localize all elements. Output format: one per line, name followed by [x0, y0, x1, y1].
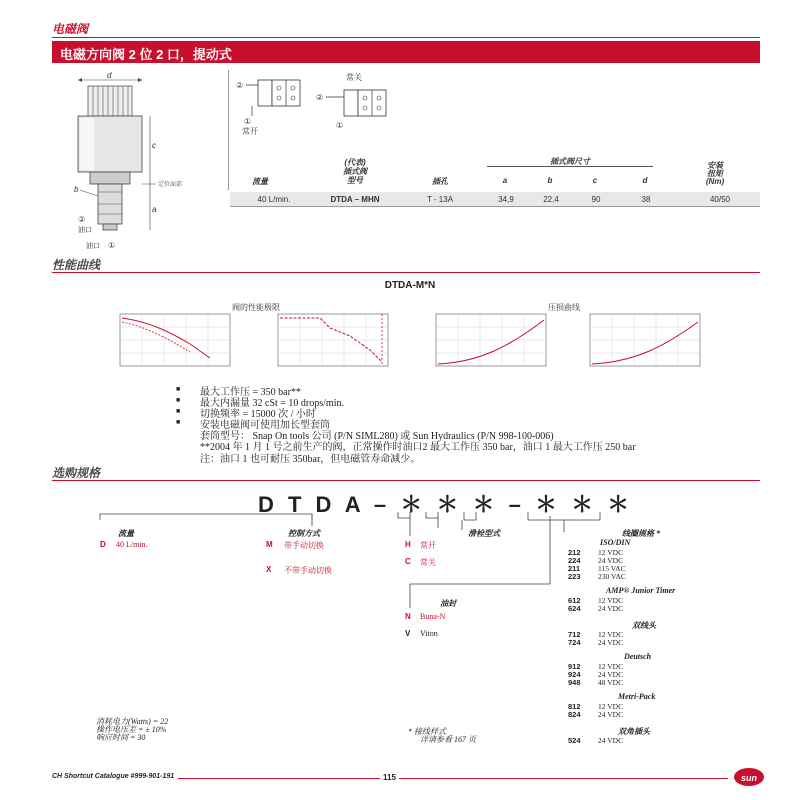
performance-chart-title: DTDA-M*N [384, 280, 436, 291]
footer-page-number: 115 [380, 773, 399, 782]
port1-label: 油口 [86, 243, 100, 250]
coil-volt-948: 48 VDC [598, 678, 624, 687]
footnote-page-ref: 详请参看 167 页 [420, 735, 476, 744]
table-group-rule [487, 166, 653, 167]
seal-code-v: V [405, 629, 411, 638]
th-torque: 安装 扭矩 (Nm) [705, 161, 725, 186]
symbol-normally-open [232, 70, 312, 140]
curve-chart-3 [436, 314, 546, 366]
no-port1: ① [244, 117, 252, 126]
th-c: c [592, 176, 598, 185]
normally-closed-label: 常关 [346, 73, 362, 82]
flow-title: 流量 [118, 529, 134, 538]
seal-desc-n: Buna-N [420, 612, 446, 621]
right-group-title: 压损曲线 [548, 303, 580, 312]
td-cavity: T - 13A [426, 195, 454, 204]
footnote-wiring: * 接线样式 [408, 727, 446, 736]
nc-port2: ② [236, 81, 244, 90]
coil-code-724: 724 [568, 638, 581, 647]
valve-type-desc-c: 常关 [420, 558, 436, 567]
td-flow: 40 L/min. [257, 195, 291, 204]
ordering-rule [52, 480, 760, 481]
nc-port2-b: ② [316, 93, 324, 102]
coil-code-223: 223 [568, 572, 581, 581]
coil-volt-724: 24 VDC [598, 638, 624, 647]
dim-b-label: b [74, 185, 79, 194]
coil-volt-924: 24 VDC [598, 670, 624, 679]
note-max-leakage: 最大内漏量 32 cSt = 10 drops/min. [200, 398, 344, 409]
coil-volt-224: 24 VDC [598, 556, 624, 565]
table-rule-bottom [230, 206, 760, 207]
flow-code: D [100, 540, 106, 549]
curve-chart-1 [120, 314, 230, 366]
valve-type-desc-h: 常开 [420, 541, 436, 550]
bullet-2: ■ [176, 397, 181, 404]
bullet-4: ■ [176, 419, 181, 426]
flow-desc: 40 L/min. [116, 540, 148, 549]
coil-volt-524: 24 VDC [598, 736, 624, 745]
valve-type-code-c: C [405, 557, 411, 566]
coil-code-824: 824 [568, 710, 581, 719]
th-d: d [642, 176, 648, 185]
td-a: 34,9 [498, 195, 514, 204]
th-flow: 流量 [252, 177, 268, 186]
coil-volt-624: 24 VDC [598, 604, 624, 613]
coil-group-amp: AMP® Junior Timer [606, 586, 676, 595]
th-model: (代表) 插式阀 型号 [343, 158, 367, 185]
note-pre-2004: **2004 年 1 月 1 号之前生产的阀，正常操作时油口2 最大工作压 350 bar，油口 1 最大工作压 250 bar [200, 442, 636, 453]
note-port1: 注：油口 1 也可耐压 350bar，但电磁管寿命减少。 [200, 454, 421, 465]
control-desc-m: 带手动切换 [284, 541, 324, 550]
coil-volt-712: 12 VDC [598, 630, 624, 639]
performance-section-title: 性能曲线 [52, 258, 101, 272]
power-note-watts: 消耗电力(Watts) = 22 [96, 717, 169, 726]
table-group-header: 插式阀尺寸 [550, 157, 590, 166]
curve-chart-4 [590, 314, 700, 366]
power-note-voltage: 操作电压差 = ± 10% [96, 725, 167, 734]
td-torque: 40/50 [709, 195, 731, 204]
symbols-frame [228, 70, 229, 190]
header-rule [52, 37, 760, 38]
th-cavity: 插孔 [432, 177, 448, 186]
coil-code-211: 211 [568, 564, 581, 573]
performance-curves [110, 310, 710, 385]
symbol-normally-closed [316, 70, 416, 130]
dim-c-label: c [152, 141, 156, 150]
coil-group-dual-spade: 双角插头 [618, 727, 650, 736]
td-model: DTDA – MHN [330, 195, 380, 204]
note-max-pressure: 最大工作压 = 350 bar** [200, 387, 301, 398]
coil-code-912: 912 [568, 662, 581, 671]
power-note-response: 响应时间 = 30 [96, 733, 146, 742]
coil-group-deutsch: Deutsch [624, 652, 652, 661]
page-title: 电磁方向阀 2 位 2 口，提动式 [60, 47, 232, 62]
note-switch-freq: 切换频率 = 15000 次 / 小时 [200, 409, 316, 420]
coil-code-612: 612 [568, 596, 581, 605]
performance-rule [52, 272, 760, 273]
dim-d-label: d [107, 72, 112, 80]
coil-group-metripack: Metri-Pack [618, 692, 656, 701]
coil-code-624: 624 [568, 604, 581, 613]
coil-volt-612: 12 VDC [598, 596, 624, 605]
coil-code-712: 712 [568, 630, 581, 639]
note-extended-socket: 安装电磁阀可使用加长型套筒 [200, 420, 330, 431]
coil-volt-212: 12 VDC [598, 548, 624, 557]
curve-chart-2 [278, 314, 388, 366]
port2-label: 油口 [78, 227, 92, 234]
coil-title: 线圈规格 * [622, 529, 660, 538]
category-title: 电磁阀 [52, 22, 89, 36]
seal-code-n: N [405, 612, 411, 621]
coil-volt-824: 24 VDC [598, 710, 624, 719]
left-group-title: 阀的性能极限 [232, 303, 280, 312]
control-code-m: M [266, 540, 273, 549]
locating-note: 定位面部 [158, 182, 183, 188]
control-title: 控制方式 [288, 529, 320, 538]
control-code-x: X [266, 565, 272, 574]
coil-group-iso: ISO/DIN [600, 538, 631, 547]
coil-code-948: 948 [568, 678, 581, 687]
bullet-3: ■ [176, 408, 181, 415]
control-desc-x: 不带手动切换 [284, 566, 332, 575]
coil-code-812: 812 [568, 702, 581, 711]
option-connectors [380, 514, 580, 624]
td-d: 38 [641, 195, 651, 204]
sun-logo-text: sun [740, 773, 757, 783]
title-bar [52, 41, 760, 63]
seal-desc-v: Viton [420, 629, 438, 638]
port2-symbol: ② [78, 215, 86, 224]
td-c: 90 [591, 195, 601, 204]
nc-port1-b: ① [336, 121, 344, 130]
valve-type-code-h: H [405, 540, 411, 549]
coil-code-524: 524 [568, 736, 581, 745]
footer-catalogue: CH Shortcut Catalogue #999-901-191 [52, 773, 178, 780]
note-socket-model: 套筒型号： Snap On tools 公司 (P/N SIML280) 或 Sun Hydraulics (P/N 998-100-006) [200, 431, 554, 442]
dim-a-label: a [152, 205, 157, 214]
coil-code-924: 924 [568, 670, 581, 679]
th-a: a [502, 176, 508, 185]
valve-type-title: 滑栓型式 [468, 529, 500, 538]
td-b: 22,4 [543, 195, 559, 204]
sun-logo [734, 768, 764, 786]
seal-title: 油封 [440, 599, 456, 608]
coil-volt-812: 12 VDC [598, 702, 624, 711]
coil-volt-211: 115 VAC [598, 564, 626, 573]
coil-volt-223: 230 VAC [598, 572, 626, 581]
coil-group-dual-lead: 双线头 [632, 621, 656, 630]
coil-code-212: 212 [568, 548, 581, 557]
ordering-section-title: 选购规格 [52, 466, 101, 480]
coil-code-224: 224 [568, 556, 581, 565]
th-b: b [547, 176, 553, 185]
valve-drawing [60, 72, 235, 262]
normally-open-label: 常开 [242, 127, 258, 136]
coil-volt-912: 12 VDC [598, 662, 624, 671]
port1-symbol: ① [108, 241, 116, 250]
model-code: D T D A – ＊ ＊ ＊ – ＊ ＊ ＊ [258, 492, 634, 517]
bullet-1: ■ [176, 386, 181, 393]
